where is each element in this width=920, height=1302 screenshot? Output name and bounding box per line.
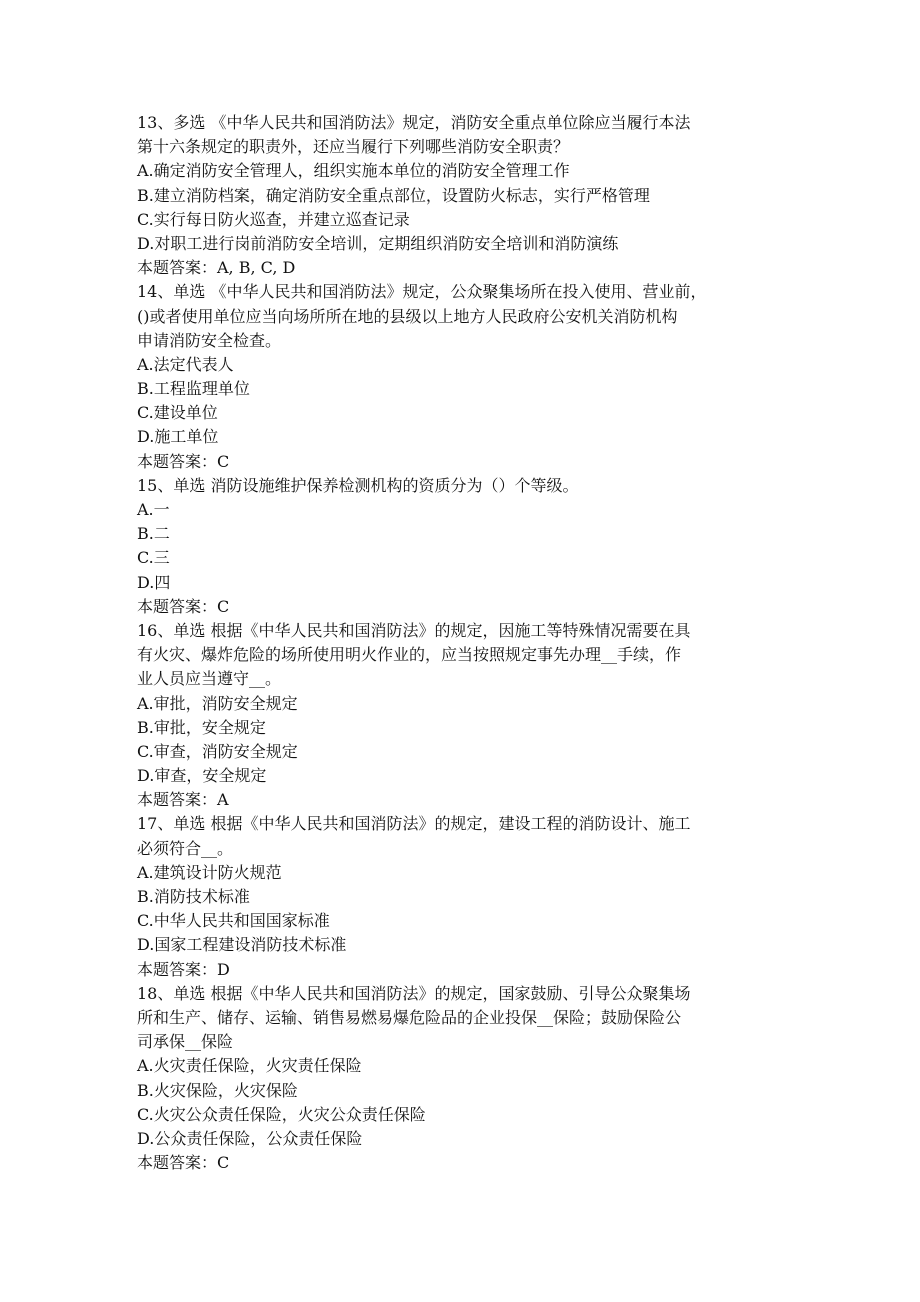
question-stem-line: 必须符合__。: [137, 838, 234, 858]
question-18: [137, 982, 787, 1176]
question-stem-line: ()或者使用单位应当向场所所在地的县级以上地方人民政府公安机关消防机构: [137, 306, 678, 326]
option-a: A.建筑设计防火规范: [137, 862, 282, 882]
option-d: D.四: [137, 572, 171, 592]
option-c: C.中华人民共和国国家标准: [137, 911, 330, 931]
question-17: [137, 812, 787, 981]
option-c: C.建设单位: [137, 403, 218, 423]
question-stem-line: 申请消防安全检查。: [137, 330, 282, 350]
option-a: A.确定消防安全管理人，组织实施本单位的消防安全管理工作: [137, 161, 570, 181]
option-a: A.审批，消防安全规定: [137, 693, 298, 713]
question-stem-line: 司承保__保险: [137, 1032, 234, 1052]
question-stem-line: 18、单选 根据《中华人民共和国消防法》的规定，国家鼓励、引导公众聚集场: [137, 983, 691, 1003]
question-stem-line: 15、单选 消防设施维护保养检测机构的资质分为（）个等级。: [137, 475, 579, 495]
question-stem-line: 第十六条规定的职责外，还应当履行下列哪些消防安全职责？: [137, 137, 570, 157]
option-b: B.二: [137, 524, 170, 544]
option-b: B.消防技术标准: [137, 887, 250, 906]
option-d: D.审查，安全规定: [137, 766, 267, 786]
question-stem-line: 所和生产、储存、运输、销售易燃易爆危险品的企业投保__保险；鼓励保险公: [137, 1007, 682, 1027]
question-stem-line: 16、单选 根据《中华人民共和国消防法》的规定，因施工等特殊情况需要在具: [137, 620, 691, 640]
question-stem-line: 17、单选 根据《中华人民共和国消防法》的规定，建设工程的消防设计、施工: [137, 814, 691, 834]
option-d: D.施工单位: [137, 427, 219, 447]
option-a: A.法定代表人: [137, 354, 234, 374]
option-d: D.对职工进行岗前消防安全培训，定期组织消防安全培训和消防演练: [137, 233, 619, 253]
option-b: B.建立消防档案，确定消防安全重点部位，设置防火标志，实行严格管理: [137, 185, 650, 205]
answer-line: 本题答案：A: [137, 790, 229, 810]
answer-line: 本题答案：C: [137, 451, 230, 471]
option-b: B.火灾保险，火灾保险: [137, 1080, 298, 1100]
question-stem-line: 有火灾、爆炸危险的场所使用明火作业的，应当按照规定事先办理__手续，作: [137, 645, 682, 665]
question-stem-line: 业人员应当遵守__。: [137, 669, 282, 689]
option-d: D.国家工程建设消防技术标准: [137, 935, 347, 955]
option-a: A.一: [137, 500, 170, 519]
option-c: C.审查，消防安全规定: [137, 741, 298, 761]
question-14: [137, 280, 787, 474]
option-c: C.三: [137, 548, 170, 568]
question-stem-line: 13、多选 《中华人民共和国消防法》规定，消防安全重点单位除应当履行本法: [137, 113, 691, 132]
question-15: [137, 474, 787, 619]
option-b: B.审批，安全规定: [137, 717, 266, 737]
option-c: C.火灾公众责任保险，火灾公众责任保险: [137, 1104, 426, 1124]
answer-line: 本题答案：A, B, C, D: [137, 258, 296, 278]
answer-line: 本题答案：C: [137, 596, 230, 616]
question-stem-line: 14、单选 《中华人民共和国消防法》规定，公众聚集场所在投入使用、营业前，: [137, 282, 707, 302]
option-c: C.实行每日防火巡查，并建立巡查记录: [137, 209, 410, 229]
option-b: B.工程监理单位: [137, 379, 250, 399]
answer-line: 本题答案：D: [137, 959, 230, 979]
answer-line: 本题答案：C: [137, 1153, 230, 1173]
option-a: A.火灾责任保险，火灾责任保险: [137, 1056, 362, 1076]
option-d: D.公众责任保险，公众责任保险: [137, 1128, 363, 1148]
question-13: [137, 111, 787, 280]
question-list: [137, 111, 787, 1175]
question-16: [137, 619, 787, 813]
